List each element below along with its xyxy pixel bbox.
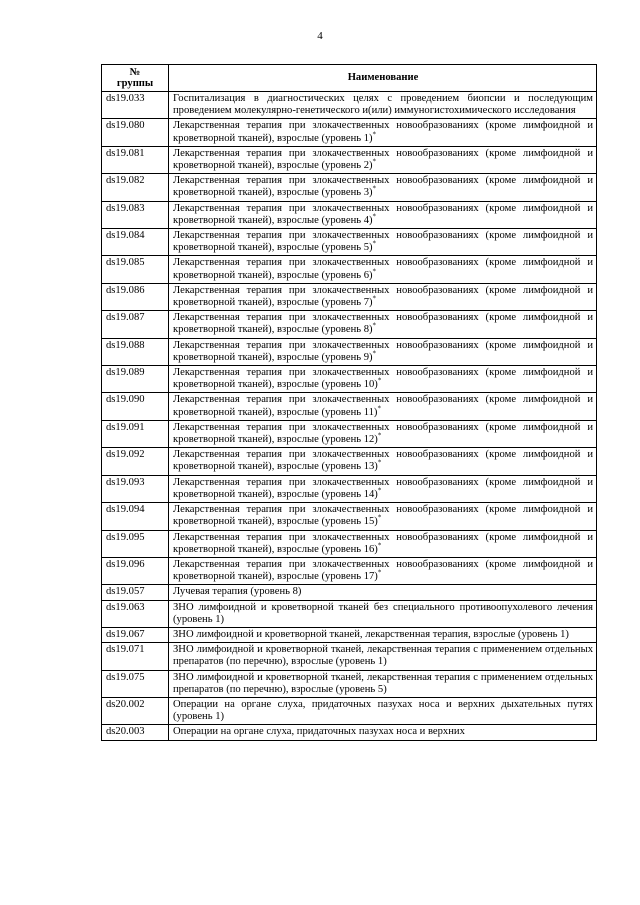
- group-name-text: Лекарственная терапия при злокачественных новообразованиях (кроме лимфоидной и кроветворной тканей), взрослые (уровень 15): [173, 504, 593, 528]
- group-name-text: Лекарственная терапия при злокачественных новообразованиях (кроме лимфоидной и кроветворной тканей), взрослые (уровень 4): [173, 202, 593, 226]
- table-row: [102, 92, 597, 119]
- header-code-line2: группы: [116, 78, 154, 89]
- group-code: ds19.087: [102, 311, 169, 338]
- group-code: ds20.002: [102, 697, 169, 724]
- table-row: [102, 725, 597, 740]
- group-name-text: Лекарственная терапия при злокачественных новообразованиях (кроме лимфоидной и кроветворной тканей), взрослые (уровень 13): [173, 449, 593, 473]
- group-code: ds19.075: [102, 670, 169, 697]
- table-row: [102, 585, 597, 600]
- footnote-mark: *: [372, 157, 377, 166]
- group-code: ds19.096: [102, 557, 169, 584]
- group-name-text: ЗНО лимфоидной и кроветворной тканей, лекарственная терапия с применением отдельных препаратов (по перечню), взрослые (уровень 1): [173, 644, 593, 668]
- footnote-mark: *: [377, 568, 382, 577]
- group-code: ds19.084: [102, 229, 169, 256]
- group-name: [169, 338, 597, 365]
- footnote-mark: *: [372, 239, 377, 248]
- group-name: [169, 420, 597, 447]
- group-code: ds19.094: [102, 503, 169, 530]
- page-number: 4: [317, 30, 323, 42]
- group-name-text: Операции на органе слуха, придаточных пазухах носа и верхних дыхательных путях (уровень 1): [173, 698, 593, 723]
- group-name: [169, 283, 597, 310]
- table-row: [102, 366, 597, 393]
- footnote-mark: *: [372, 294, 377, 303]
- group-name: [169, 146, 597, 173]
- table-row: [102, 530, 597, 557]
- group-name-text: Лекарственная терапия при злокачественных новообразованиях (кроме лимфоидной и кроветворной тканей), взрослые (уровень 6): [173, 257, 593, 281]
- table-row: [102, 643, 597, 670]
- table-row: [102, 503, 597, 530]
- table-row: [102, 448, 597, 475]
- group-name-text: Лекарственная терапия при злокачественных новообразованиях (кроме лимфоидной и кроветворной тканей), взрослые (уровень 8): [173, 312, 593, 336]
- table-row: [102, 697, 597, 724]
- group-name: [169, 119, 597, 146]
- table-row: [102, 557, 597, 584]
- table-row: [102, 670, 597, 697]
- group-code: ds19.085: [102, 256, 169, 283]
- group-name: [169, 92, 597, 119]
- table-row: [102, 420, 597, 447]
- group-name-text: Лекарственная терапия при злокачественных новообразованиях (кроме лимфоидной и кроветворной тканей), взрослые (уровень 5): [173, 230, 593, 254]
- group-name: [169, 366, 597, 393]
- group-name-text: ЗНО лимфоидной и кроветворной тканей без специального противоопухолевого лечения (уровень 1): [173, 601, 593, 625]
- group-code: ds19.067: [102, 627, 169, 642]
- group-code: ds19.088: [102, 338, 169, 365]
- group-name-text: Лекарственная терапия при злокачественных новообразованиях (кроме лимфоидной и кроветворной тканей), взрослые (уровень 7): [173, 284, 593, 309]
- footnote-mark: *: [372, 267, 377, 276]
- footnote-mark: *: [372, 349, 377, 358]
- group-name: [169, 557, 597, 584]
- group-name-text: Лекарственная терапия при злокачественных новообразованиях (кроме лимфоидной и кроветворной тканей), взрослые (уровень 12): [173, 421, 593, 446]
- group-code: ds19.057: [102, 585, 169, 600]
- table-row: [102, 311, 597, 338]
- table-row: [102, 201, 597, 228]
- group-name: [169, 475, 597, 502]
- group-code: ds19.090: [102, 393, 169, 420]
- group-name-text: Лекарственная терапия при злокачественных новообразованиях (кроме лимфоидной и кроветворной тканей), взрослые (уровень 16): [173, 531, 593, 555]
- footnote-mark: *: [377, 541, 382, 550]
- group-name: [169, 229, 597, 256]
- group-name: [169, 311, 597, 338]
- group-name: [169, 585, 597, 600]
- table-row: [102, 338, 597, 365]
- group-name: [169, 627, 597, 642]
- table-row: [102, 174, 597, 201]
- footnote-mark: *: [372, 212, 377, 221]
- group-code: ds19.095: [102, 530, 169, 557]
- table-row: [102, 229, 597, 256]
- group-name: [169, 725, 597, 740]
- group-name: [169, 256, 597, 283]
- group-name-text: Госпитализация в диагностических целях с проведением биопсии и последующим проведением молекулярно-генетического и(или) иммуногистохимического исследования: [173, 93, 593, 117]
- footnote-mark: *: [377, 458, 382, 467]
- group-name-text: Лекарственная терапия при злокачественных новообразованиях (кроме лимфоидной и кроветворной тканей), взрослые (уровень 2): [173, 147, 593, 172]
- footnote-mark: *: [377, 431, 382, 440]
- table-row: [102, 627, 597, 642]
- group-code: ds19.071: [102, 643, 169, 670]
- header-name: Наименование: [169, 65, 597, 92]
- group-name: [169, 697, 597, 724]
- header-row: [102, 65, 597, 92]
- group-code: ds19.086: [102, 283, 169, 310]
- group-name-text: Лучевая терапия (уровень 8): [173, 586, 302, 598]
- header-code-line1: №: [129, 67, 141, 78]
- footnote-mark: *: [372, 184, 377, 193]
- group-name: [169, 670, 597, 697]
- group-name: [169, 643, 597, 670]
- group-code: ds19.033: [102, 92, 169, 119]
- group-code: ds19.083: [102, 201, 169, 228]
- group-name-text: Лекарственная терапия при злокачественных новообразованиях (кроме лимфоидной и кроветворной тканей), взрослые (уровень 9): [173, 339, 593, 363]
- group-name-text: Лекарственная терапия при злокачественных новообразованиях (кроме лимфоидной и кроветворной тканей), взрослые (уровень 10): [173, 367, 593, 391]
- group-name: [169, 530, 597, 557]
- footnote-mark: *: [372, 321, 377, 330]
- table-row: [102, 600, 597, 627]
- group-code: ds19.092: [102, 448, 169, 475]
- group-code: ds20.003: [102, 725, 169, 740]
- group-name-text: Лекарственная терапия при злокачественных новообразованиях (кроме лимфоидной и кроветворной тканей), взрослые (уровень 14): [173, 476, 593, 500]
- table-header: [102, 65, 597, 92]
- table-row: [102, 475, 597, 502]
- group-name-text: Лекарственная терапия при злокачественных новообразованиях (кроме лимфоидной и кроветворной тканей), взрослые (уровень 11): [173, 394, 593, 418]
- group-code: ds19.091: [102, 420, 169, 447]
- group-name-text: Лекарственная терапия при злокачественных новообразованиях (кроме лимфоидной и кроветворной тканей), взрослые (уровень 3): [173, 175, 593, 199]
- table-row: [102, 119, 597, 146]
- footnote-mark: *: [372, 130, 377, 139]
- table-row: [102, 283, 597, 310]
- table-row: [102, 146, 597, 173]
- group-code: ds19.063: [102, 600, 169, 627]
- group-name-text: Лекарственная терапия при злокачественных новообразованиях (кроме лимфоидной и кроветворной тканей), взрослые (уровень 17): [173, 558, 593, 583]
- group-name: [169, 174, 597, 201]
- table-row: [102, 256, 597, 283]
- group-name-text: Операции на органе слуха, придаточных пазухах носа и верхних: [173, 726, 465, 738]
- group-name-text: ЗНО лимфоидной и кроветворной тканей, лекарственная терапия, взрослые (уровень 1): [173, 628, 569, 640]
- footnote-mark: *: [377, 404, 381, 413]
- group-code: ds19.081: [102, 146, 169, 173]
- group-name: [169, 600, 597, 627]
- group-code: ds19.080: [102, 119, 169, 146]
- footnote-mark: *: [377, 486, 382, 495]
- group-name-text: Лекарственная терапия при злокачественных новообразованиях (кроме лимфоидной и кроветворной тканей), взрослые (уровень 1): [173, 120, 593, 144]
- footnote-mark: *: [377, 513, 382, 522]
- group-code: ds19.082: [102, 174, 169, 201]
- group-name: [169, 393, 597, 420]
- header-code: [102, 65, 169, 92]
- groups-table: [101, 64, 597, 741]
- table-row: [102, 393, 597, 420]
- group-name: [169, 503, 597, 530]
- group-name-text: ЗНО лимфоидной и кроветворной тканей, лекарственная терапия с применением отдельных препаратов (по перечню), взрослые (уровень 5): [173, 671, 593, 695]
- footnote-mark: *: [377, 376, 382, 385]
- group-name: [169, 201, 597, 228]
- group-code: ds19.089: [102, 366, 169, 393]
- table-body: [102, 92, 597, 741]
- group-code: ds19.093: [102, 475, 169, 502]
- group-name: [169, 448, 597, 475]
